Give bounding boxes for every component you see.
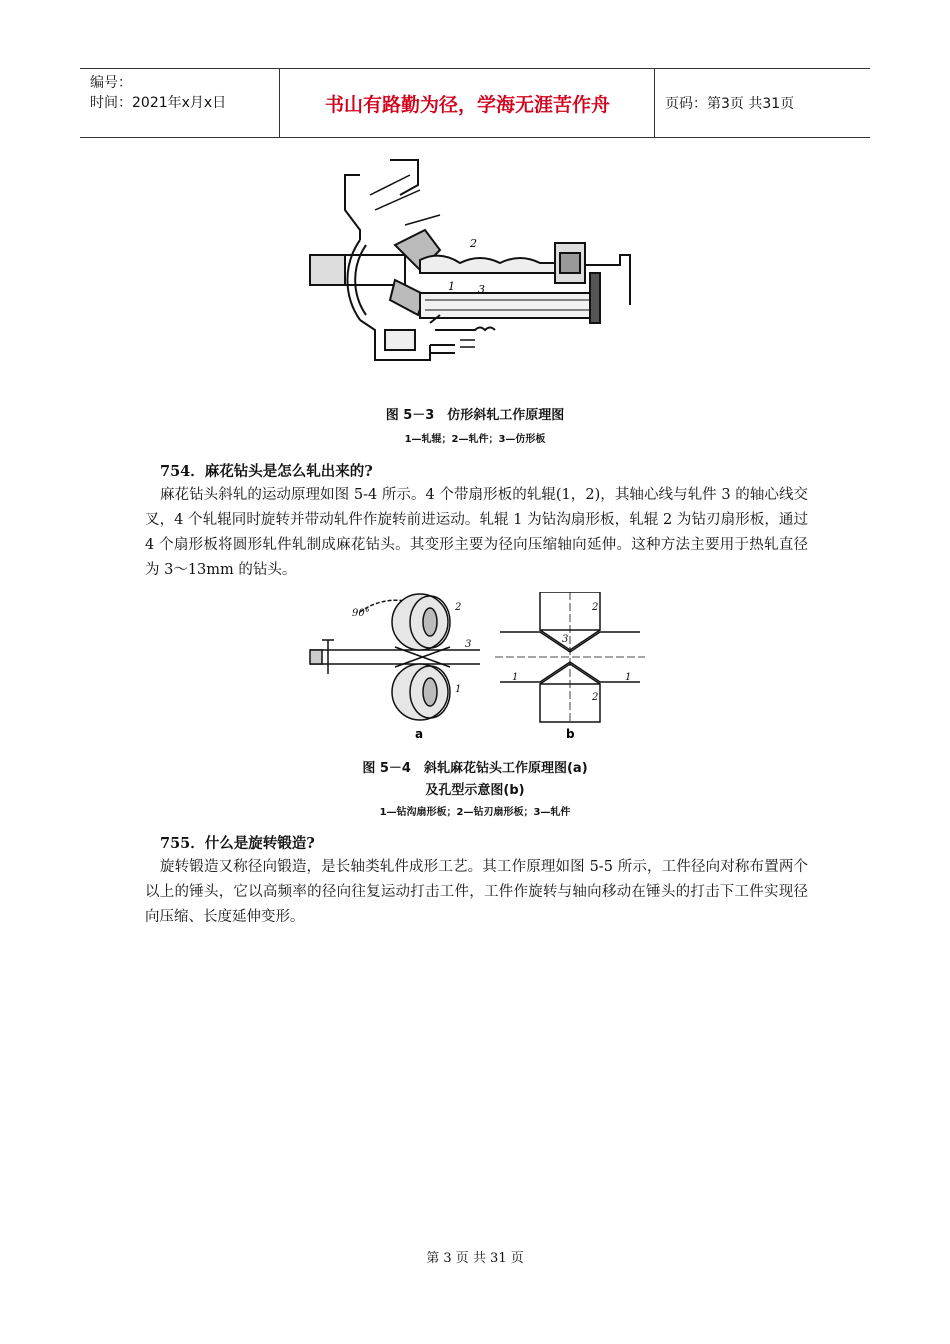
fig54b-label-2-bottom: 2 (592, 692, 599, 703)
serial-label: 编号： (90, 75, 132, 91)
figure-5-3-caption: 图 5－3 仿形斜轧工作原理图 (385, 408, 565, 423)
fig54a-label-2: 2 (455, 602, 462, 613)
question-754-body: 麻花钻头斜轧的运动原理如图 5-4 所示。4 个带扇形板的轧辊(1，2)，其轴心线与轧件 3 的轴心线交叉，4 个轧辊同时旋转并带动轧件作旋转前进运动。轧辊 1 为钻沟扇形板，轧辊 2 为钻刃扇形板，通过 4 个扇形板将圆形轧件轧制成麻花钻头。其变形主要为径向压缩轴向延伸。这种方法主要用于热轧直径为 3～13mm 的钻头。 (145, 487, 808, 578)
header-motto: 书山有路勤为径，学海无涯苦作舟 (281, 69, 655, 137)
fig54b-label-1-right: 1 (625, 672, 632, 683)
page-header (80, 68, 870, 138)
question-754-title: 754．麻花钻头是怎么轧出来的? (160, 463, 373, 480)
fig54-angle-label: 90° (352, 608, 370, 619)
figure-5-3-legend: 1—轧辊；2—轧件；3—仿形板 (404, 434, 546, 445)
fig54b-label-3: 3 (562, 634, 569, 645)
header-page-info: 页码：第3页 共31页 (665, 96, 795, 112)
figure-5-4-diagram (300, 592, 650, 742)
fig53-label-3: 3 (478, 283, 485, 296)
fig54-sub-a: a (415, 727, 424, 741)
time-label: 时间：2021年x月x日 (90, 95, 227, 111)
fig54-sub-b: b (566, 727, 575, 741)
question-755-title: 755．什么是旋转锻造? (160, 835, 315, 852)
figure-5-3-diagram (300, 155, 645, 375)
fig54b-label-1-left: 1 (512, 672, 519, 683)
fig54a-label-3: 3 (465, 639, 472, 650)
page-footer: 第 3 页 共 31 页 (426, 1251, 524, 1266)
figure-5-4-legend: 1—钻沟扇形板；2—钻刃扇形板；3—轧件 (379, 807, 571, 818)
question-755-body: 旋转锻造又称径向锻造，是长轴类轧件成形工艺。其工作原理如图 5-5 所示，工件径向对称布置两个以上的锤头，它以高频率的径向往复运动打击工件，工件作旋转与轴向移动在锤头的打击下工件实现径向压缩、长度延伸变形。 (145, 859, 808, 925)
figure-5-4-caption-line1: 图 5－4 斜轧麻花钻头工作原理图(a) (362, 761, 588, 776)
fig54a-label-1: 1 (455, 684, 462, 695)
fig53-label-1: 1 (448, 280, 455, 293)
header-meta (80, 69, 280, 137)
fig54b-label-2-top: 2 (592, 602, 599, 613)
fig53-label-2: 2 (470, 237, 477, 250)
figure-5-4-caption-line2: 及孔型示意图(b) (425, 783, 525, 798)
